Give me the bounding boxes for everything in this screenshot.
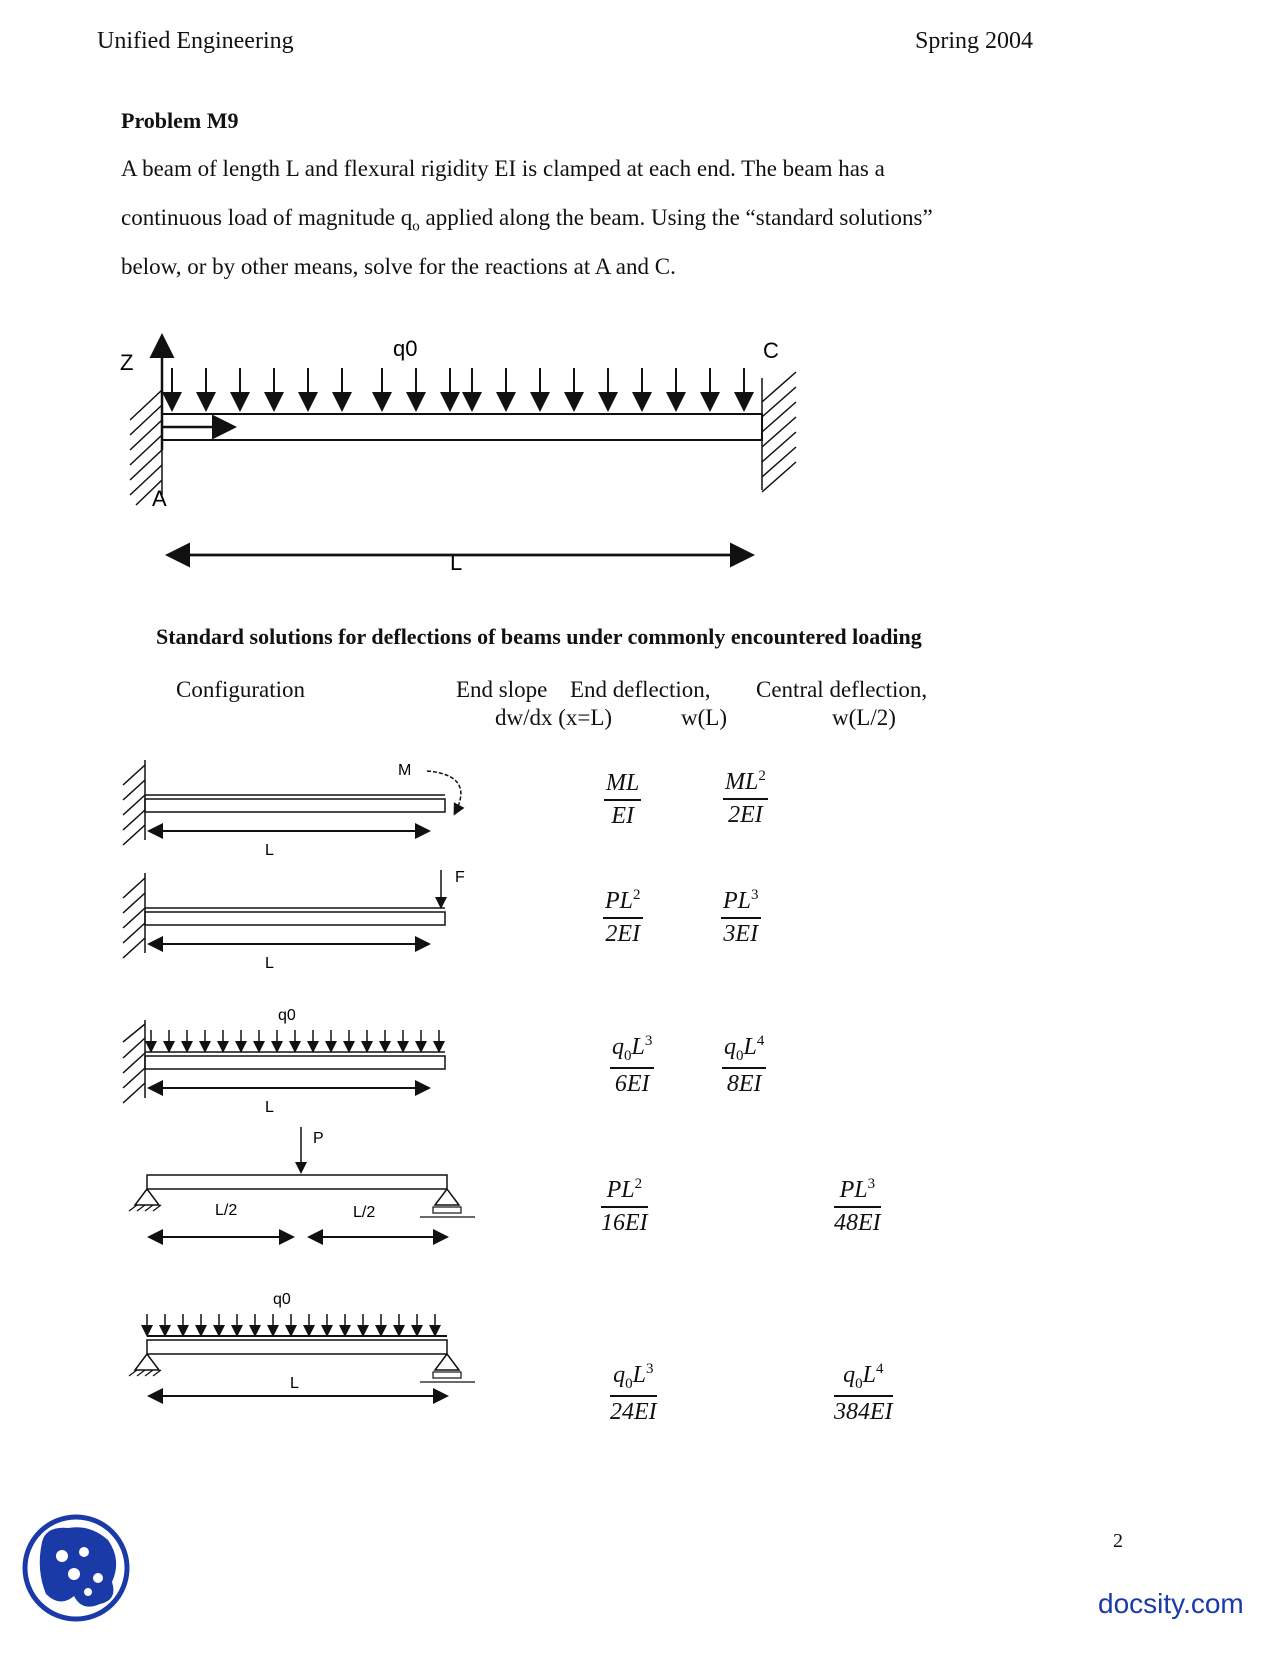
config-2-figure [115,868,475,973]
r5-slope-den: 24EI [610,1398,657,1425]
config-2-load: F [455,869,465,886]
sub-wl2: w(L/2) [832,705,896,730]
c-label: C [763,338,779,363]
r2-def-num: PL [723,888,752,914]
page-number: 2 [1113,1530,1123,1552]
r5-cen-qsub: 0 [855,1375,863,1392]
col-configuration: Configuration [176,677,306,702]
problem-line-2-prefix: continuous load of magnitude q [121,205,413,230]
formula-r3-slope [610,1033,654,1098]
config-5-figure [115,1290,485,1410]
r3-def-L: L [743,1034,757,1060]
config-2-length: L [265,955,274,972]
problem-line-2-sub: o [412,218,420,235]
r5-slope-q: q [613,1362,626,1388]
r3-slope-L: L [631,1034,645,1060]
r5-cen-q: q [843,1362,856,1388]
problem-line-3: below, or by other means, solve for the reactions at A and C. [121,254,676,279]
r2-def-exp: 3 [751,887,759,903]
problem-line-1: A beam of length L and flexural rigidity EI is clamped at each end. The beam has a [121,156,885,181]
formula-r3-deflection [722,1033,766,1098]
sub-slope: dw/dx (x=L) [495,705,613,730]
r5-cen-exp: 4 [876,1361,884,1377]
problem-line-2 [121,205,933,236]
formula-r5-slope [610,1361,657,1426]
r5-slope-qsub: 0 [625,1375,633,1392]
header-left: Unified Engineering [97,28,294,54]
config-5-length: L [290,1375,299,1392]
problem-line-2-rest: applied along the beam. Using the “standard solutions” [425,205,933,230]
config-3-load: q0 [278,1007,296,1024]
r3-slope-q: q [612,1034,624,1060]
r5-slope-L: L [632,1362,646,1388]
formula-r4-slope [601,1176,648,1237]
l-label: L [450,550,463,575]
r2-slope-exp: 2 [633,887,641,903]
q0-label: q0 [393,336,418,361]
r2-slope-den: 2EI [605,921,641,947]
r3-slope-den: 6EI [614,1070,650,1097]
main-beam-figure [110,330,810,610]
formula-r4-central [834,1176,881,1237]
col-central-deflection: Central deflection, [756,677,928,702]
config-3-figure [115,998,475,1113]
beam [162,414,762,440]
config-1-load: M [398,762,412,779]
col-end-slope: End slope [456,677,548,702]
formula-r2-deflection [721,887,761,948]
r2-slope-num: PL [605,888,634,914]
config-4-figure [115,1123,485,1253]
formula-r1-slope [604,770,641,830]
r4-cen-num: PL [839,1177,868,1203]
config-4-load: P [313,1130,324,1147]
r3-slope-exp: 3 [644,1033,653,1049]
right-wall-hatch [762,372,796,492]
r3-def-den: 8EI [726,1070,762,1097]
r1-slope-num: ML [606,770,640,796]
header-right: Spring 2004 [915,28,1034,54]
r2-def-den: 3EI [723,921,759,947]
formula-r1-deflection [723,768,768,829]
z-label: Z [120,350,134,375]
r1-def-exp: 2 [758,768,766,784]
config-3-length: L [265,1099,274,1113]
problem-title: Problem M9 [121,108,239,133]
r5-cen-L: L [862,1362,876,1388]
docsity-logo-icon [20,1512,132,1624]
r1-def-num: ML [725,769,759,795]
config-5-load: q0 [273,1291,291,1308]
config-1-figure [115,755,475,860]
r3-def-qsub: 0 [736,1047,744,1064]
formula-r5-central [834,1361,893,1426]
load-arrows [172,368,744,408]
col-end-deflection: End deflection, [570,677,711,702]
config-4-half-1: L/2 [215,1202,238,1219]
r1-def-den: 2EI [728,802,763,828]
sub-wl: w(L) [681,705,727,730]
config-1-length: L [265,842,274,859]
standard-title: Standard solutions for deflections of beams under commonly encountered loading [156,624,922,649]
r3-def-exp: 4 [756,1033,765,1049]
config-4-half-2: L/2 [353,1204,376,1221]
docsity-brand[interactable]: docsity.com [1098,1588,1244,1619]
r1-slope-den: EI [611,803,634,829]
r4-cen-den: 48EI [834,1210,881,1236]
r3-def-q: q [724,1034,736,1060]
formula-r2-slope [603,887,643,948]
a-label: A [152,486,167,511]
r3-slope-qsub: 0 [624,1047,632,1064]
r4-slope-num: PL [606,1177,635,1203]
r4-cen-exp: 3 [867,1176,876,1192]
r5-slope-exp: 3 [646,1361,654,1377]
r4-slope-den: 16EI [601,1210,648,1236]
r5-cen-den: 384EI [834,1398,893,1425]
r4-slope-exp: 2 [634,1176,643,1192]
